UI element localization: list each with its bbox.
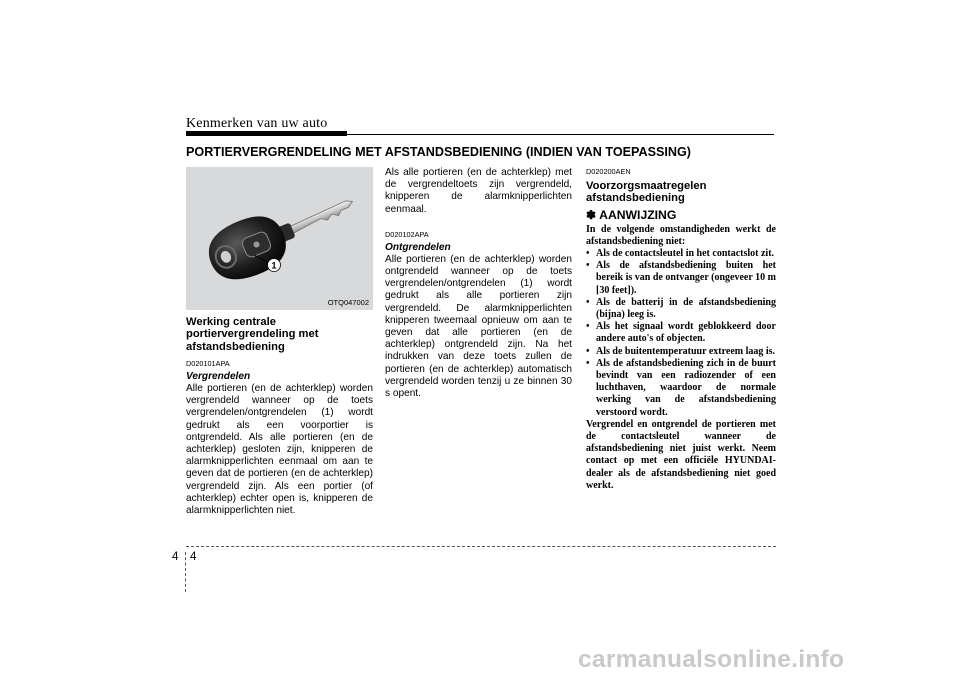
section-code: D020102APA (385, 229, 429, 239)
column-2 (385, 167, 572, 400)
note-title: ✽ AANWIJZING (586, 207, 677, 222)
figure-code: OTQ047002 (327, 298, 369, 307)
precautions-heading: Voorzorgsmaatregelen afstandsbediening (586, 180, 707, 205)
page-header-title: Kenmerken van uw auto (186, 116, 328, 131)
page-number: 4 (190, 551, 197, 563)
footer-dashed-rule (186, 546, 776, 547)
note-intro: In de volgende omstandigheden werkt de afstandsbediening niet: (586, 223, 776, 247)
list-item: • Als de buitentemperatuur extreem laag is. (586, 346, 776, 358)
column-1 (186, 316, 373, 517)
key-fob-figure (186, 167, 373, 310)
watermark: carmanualsonline.info (578, 646, 845, 673)
locking-body-continued: Als alle portieren (en de achterklep) met de vergrendeltoets zijn vergrendeld, knipperen de alarmknipperlichten eenmaal. (385, 167, 572, 215)
section-code: D020101APA (186, 358, 230, 368)
list-item: • Als de afstandsbediening buiten het bereik is van de ontvanger (ongeveer 10 m [30 feet]). (586, 260, 776, 297)
list-item: • Als de contactsleutel in het contactslot zit. (586, 248, 776, 260)
locking-subheading: Vergrendelen (186, 370, 251, 382)
page-chapter-number: 4 (172, 551, 179, 563)
column-3 (586, 167, 776, 492)
note-bullet-list (586, 248, 776, 419)
footer-dashed-divider (185, 552, 186, 592)
section-title: PORTIERVERGRENDELING MET AFSTANDSBEDIENING (INDIEN VAN TOEPASSING) (186, 145, 691, 159)
list-item: • Als het signaal wordt geblokkeerd door andere auto's of objecten. (586, 321, 776, 345)
header-rule-thick (186, 131, 347, 136)
header-rule-thin (347, 134, 774, 135)
section-code: D020200AEN (586, 167, 631, 176)
list-item: • Als de batterij in de afstandsbediening (bijna) leeg is. (586, 297, 776, 321)
remote-key-illustration (186, 167, 373, 310)
central-locking-heading: Werking centrale portiervergrendeling met afstandsbediening (186, 316, 319, 353)
unlocking-body: Alle portieren (en de achterklep) worden ontgrendeld wanneer op de toets vergrendelen/ontgrendelen (1) wordt gedrukt als alle portieren zijn vergrendeld. De alarmknipperlichten knipperen tweemaal opnieuw om aan te geven dat alle portieren (en de achterklep) ontgrendeld zijn. Na het indrukken van deze toets zullen de portieren (en de achterklep) automatisch vergrendeld worden tenzij u ze binnen 30 s opent. (385, 253, 572, 400)
locking-body: Alle portieren (en de achterklep) worden vergrendeld wanneer op de toets vergrendelen/ontgrendelen (1) wordt gedrukt als een voorportier is ontgrendeld. Als alle portieren (en de achterklep) gesloten zijn, knipperen de alarmknipperlichten eenmaal om aan te geven dat de portieren (en de achterklep) vergrendeld zijn. Als een portier (of achterklep) echter open is, knipperen de alarmknipperlichten niet. (186, 382, 373, 516)
unlocking-subheading: Ontgrendelen (385, 241, 451, 253)
list-item: • Als de afstandsbediening zich in de buurt bevindt van een radiozender of een luchthaven, waardoor de normale werking van de afstandsbediening verstoord wordt. (586, 358, 776, 419)
note-closing: Vergrendel en ontgrendel de portieren met de contactsleutel wanneer de afstandsbediening niet juist werkt. Neem contact op met een officiële HYUNDAI-dealer als de afstandsbediening niet goed werkt. (586, 418, 776, 491)
figure-callout-1: 1 (271, 260, 277, 271)
